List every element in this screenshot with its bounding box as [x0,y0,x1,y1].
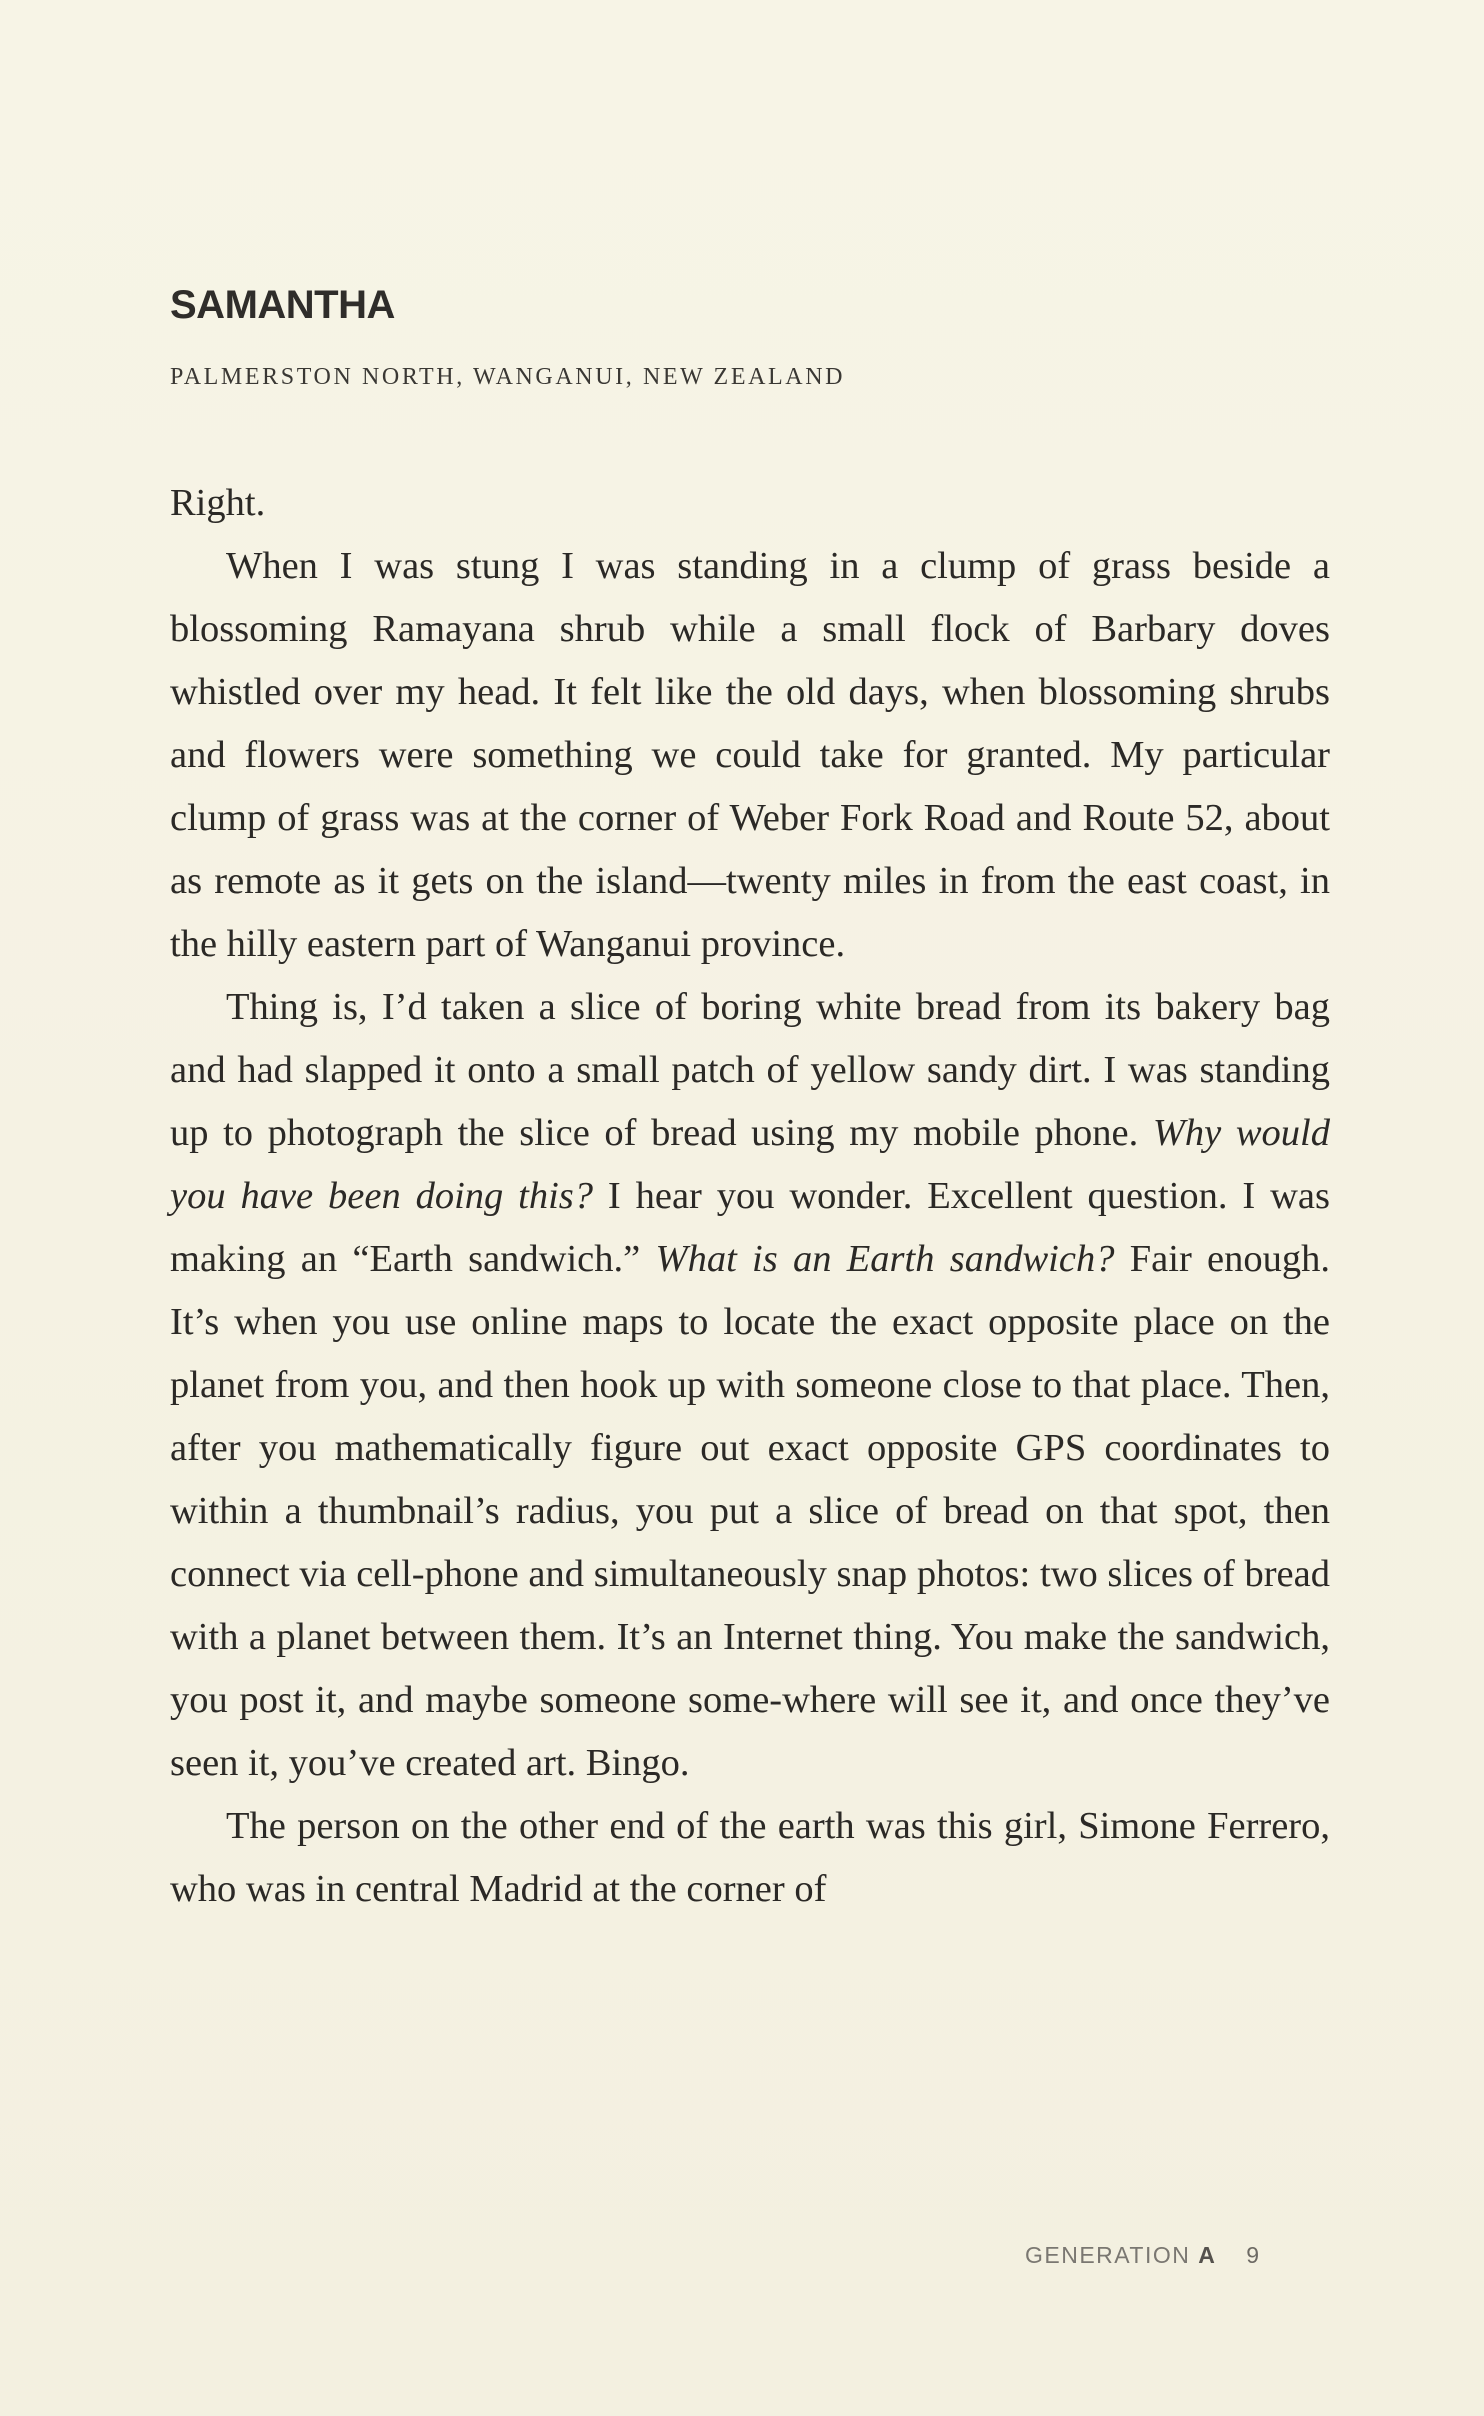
italic-text: What is an Earth sandwich? [655,1238,1115,1280]
book-title-letter: A [1198,2242,1217,2268]
paragraph [170,535,1330,976]
text-segment: The person on the other end of the earth was this girl, Simone Ferrero, who was in central Madrid at the corner of [170,1805,1330,1910]
page-number: 9 [1246,2242,1261,2268]
italic-text: Why would you have been doing this? [170,1112,1330,1217]
text-segment: Fair enough. It’s when you use online maps to locate the exact opposite place on the planet from you, and then hook up with someone close to that place. Then, after you mathematically figure out exact opposite GPS coordinates to within a thumbnail’s radius, you put a slice of bread on that spot, then connect via cell-phone and simultaneously snap photos: two slices of bread with a planet between them. It’s an Internet thing. You make the sandwich, you post it, and maybe someone some-where will see it, and once they’ve seen it, you’ve created art. Bingo. [170,1238,1331,1784]
chapter-location: PALMERSTON NORTH, WANGANUI, NEW ZEALAND [170,364,846,390]
paragraph [170,1795,1330,1921]
chapter-title: SAMANTHA [170,283,395,327]
body-text [170,472,1330,1921]
running-footer [1025,2242,1261,2269]
text-segment: When I was stung I was standing in a clump of grass beside a blossoming Ramayana shrub while a small flock of Barbary doves whistled over my head. It felt like the old days, when blossoming shrubs and flowers were something we could take for granted. My particular clump of grass was at the corner of Weber Fork Road and Route 52, about as remote as it gets on the island—twenty miles in from the east coast, in the hilly eastern part of Wanganui province. [170,545,1330,965]
text-segment: Thing is, I’d taken a slice of boring white bread from its bakery bag and had slapped it onto a small patch of yellow sandy dirt. I was standing up to photograph the slice of bread using my mobile phone. [170,986,1330,1154]
book-title: GENERATION [1025,2242,1191,2268]
paragraph [170,976,1330,1795]
text-segment: I hear you wonder. Excellent question. I was making an “Earth sandwich.” [170,1175,1330,1280]
text-segment: Right. [170,482,266,524]
paragraph [170,472,1330,535]
